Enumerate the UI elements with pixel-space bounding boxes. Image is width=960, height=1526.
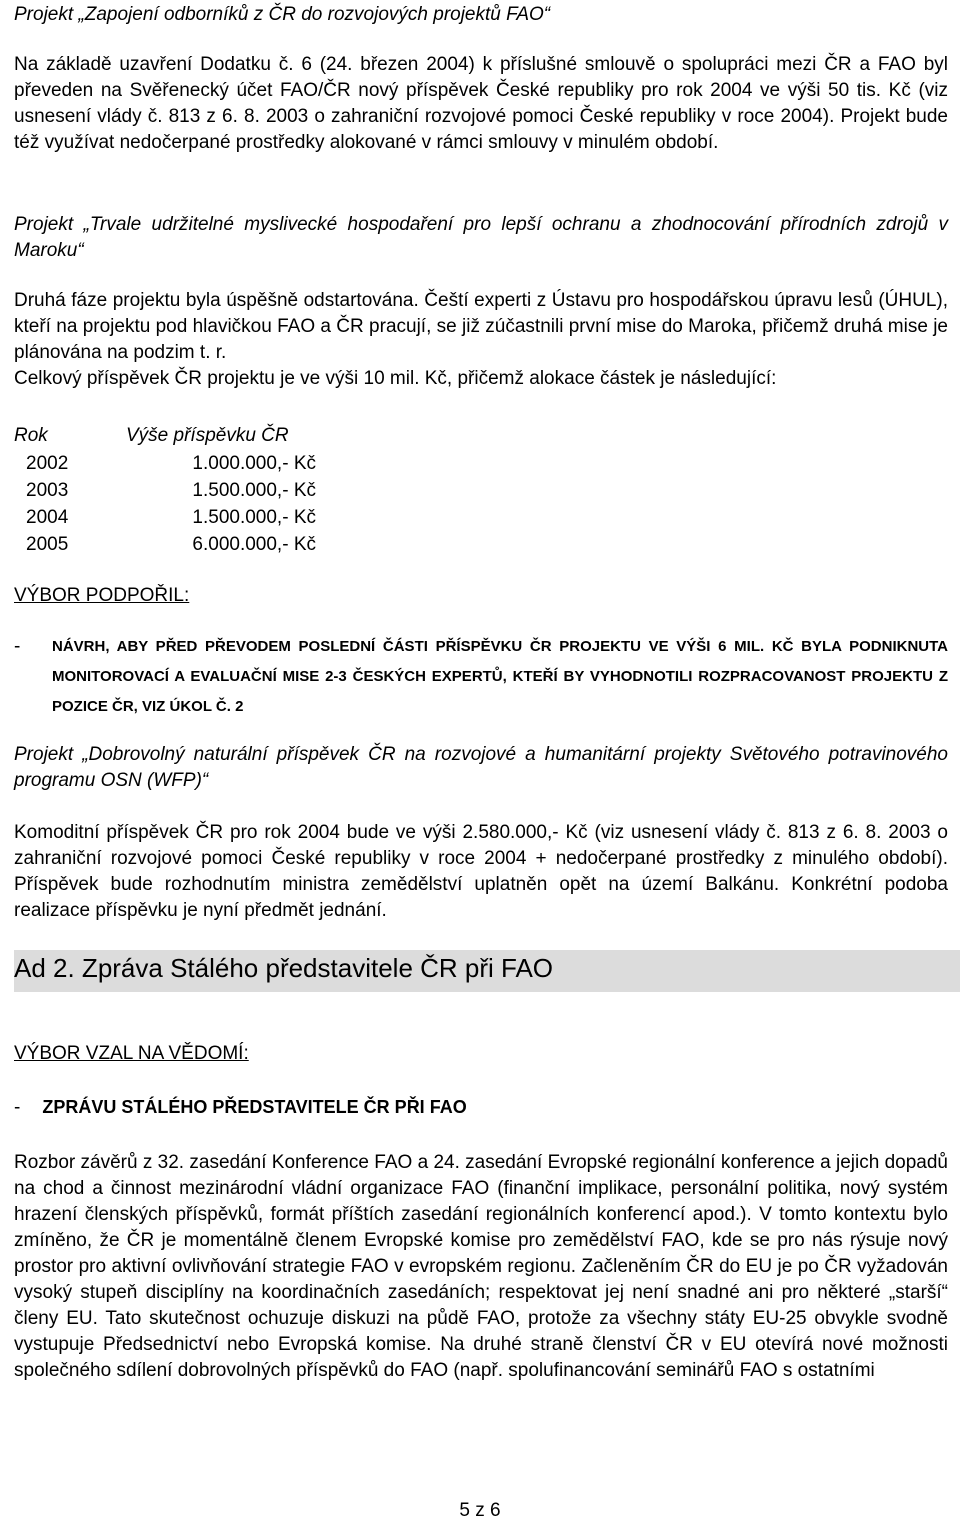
project-fao-title: Projekt „Zapojení odborníků z ČR do rozvojových projektů FAO“ bbox=[14, 4, 551, 25]
analysis-text: Rozbor závěrů z 32. zasedání Konference FAO a 24. zasedání Evropské regionální konference a jejich dopadů na chod a činnost mezinárodní vládní organizace FAO (finanční implikace, personální politika, nový systém hrazení členských příspěvků, formát příštích zasedání regionálních konferencí apod.). V tomto kontextu bylo zmíněno, že ČR je momentálně členem Evropské komise pro zemědělství FAO, kde se pro nás rýsuje nový prostor pro aktivní ovlivňování strategie FAO v evropském regionu. Začleněním ČR do EU je po ČR vyžadován vysoký stupeň disciplíny na koordinačních zasedáních; respektovat jej není snadné ani pro některé „starší“ členy EU. Tato skutečnost ochuzuje diskuzi na půdě FAO, protože za všechny státy EU-25 obvykle svodně vystupuje Předsednictví nebo Evropská komise. Na druhé straně členství ČR v EU otevírá nové možnosti společného sdílení dobrovolných příspěvků do FAO (např. spolufinancování seminářů FAO s ostatními bbox=[14, 1152, 948, 1381]
project-morocco-title: Projekt „Trvale udržitelné myslivecké hospodaření pro lepší ochranu a zhodnocování přírodních zdrojů v Maroku“ bbox=[14, 214, 948, 261]
list-dash: - bbox=[14, 636, 21, 657]
project-morocco-text-2: Celkový příspěvek ČR projektu je ve výši 10 mil. Kč, přičemž alokace částek je následující: bbox=[14, 368, 777, 389]
row-year: 2003 bbox=[26, 480, 69, 501]
project-wfp-title: Projekt „Dobrovolný naturální příspěvek ČR na rozvojové a humanitární projekty Světového potravinového programu OSN (WFP)“ bbox=[14, 744, 948, 791]
table-row bbox=[14, 504, 316, 531]
contribution-table-header bbox=[14, 422, 316, 450]
committee-noted-text: ZPRÁVU STÁLÉHO PŘEDSTAVITELE ČR PŘI FAO bbox=[42, 1097, 467, 1117]
project-fao-text: Na základě uzavření Dodatku č. 6 (24. březen 2004) k příslušné smlouvě o spolupráci mezi ČR a FAO byl převeden na Svěřenecký účet FAO/ČR nový příspěvek České republiky pro rok 2004 ve výši 50 tis. Kč (viz usnesení vlády č. 813 z 6. 8. 2003 o zahraniční rozvojové pomoci České republiky v roce 2004). Projekt bude též využívat nedočerpané prostředky alokované v rámci smlouvy v minulém období. bbox=[14, 54, 948, 153]
row-amount: 1.000.000,- Kč bbox=[192, 453, 316, 474]
header-amount: Výše příspěvku ČR bbox=[126, 425, 289, 446]
section-heading: Ad 2. Zpráva Stálého představitele ČR při FAO bbox=[14, 953, 554, 983]
row-amount: 6.000.000,- Kč bbox=[192, 534, 316, 555]
committee-supported-heading: VÝBOR PODPOŘIL: bbox=[14, 585, 190, 606]
committee-noted-heading: VÝBOR VZAL NA VĚDOMÍ: bbox=[14, 1043, 249, 1064]
table-row bbox=[14, 450, 316, 477]
header-year: Rok bbox=[14, 425, 48, 446]
committee-supported-resolution bbox=[14, 632, 948, 722]
page-number: 5 z 6 bbox=[459, 1500, 501, 1521]
list-dash: - bbox=[14, 1097, 21, 1118]
row-amount: 1.500.000,- Kč bbox=[192, 507, 316, 528]
committee-noted-item bbox=[14, 1097, 467, 1119]
project-morocco-text-1: Druhá fáze projektu byla úspěšně odstartována. Čeští experti z Ústavu pro hospodářskou úpravu lesů (ÚHUL), kteří na projektu pod hlavičkou FAO a ČR pracují, se již zúčastnili první mise do Maroka, přičemž druhá mise je plánována na podzim t. r. bbox=[14, 290, 948, 363]
row-year: 2002 bbox=[26, 453, 69, 474]
row-year: 2005 bbox=[26, 534, 69, 555]
contribution-table bbox=[14, 422, 316, 558]
project-morocco-body bbox=[14, 288, 948, 392]
table-row bbox=[14, 531, 316, 558]
committee-supported-text: NÁVRH, ABY PŘED PŘEVODEM POSLEDNÍ ČÁSTI PŘÍSPĚVKU ČR PROJEKTU VE VÝŠI 6 MIL. KČ BYLA PODNIKNUTA MONITOROVACÍ A EVALUAČNÍ MISE 2-3 ČESKÝCH EXPERTŮ, KTEŘÍ BY VYHODNOTILI ROZPRACOVANOST PROJEKTU Z POZICE ČR, VIZ ÚKOL Č. 2 bbox=[52, 638, 948, 715]
table-row bbox=[14, 477, 316, 504]
row-year: 2004 bbox=[26, 507, 69, 528]
project-wfp-text: Komoditní příspěvek ČR pro rok 2004 bude ve výši 2.580.000,- Kč (viz usnesení vlády č. 813 z 6. 8. 2003 o zahraniční rozvojové pomoci České republiky v roce 2004 + nedočerpané prostředky z minulého období). Příspěvek bude rozhodnutím ministra zemědělství uplatněn opět na území Balkánu. Konkrétní podoba realizace příspěvku je nyní předmět jednání. bbox=[14, 822, 948, 921]
row-amount: 1.500.000,- Kč bbox=[192, 480, 316, 501]
